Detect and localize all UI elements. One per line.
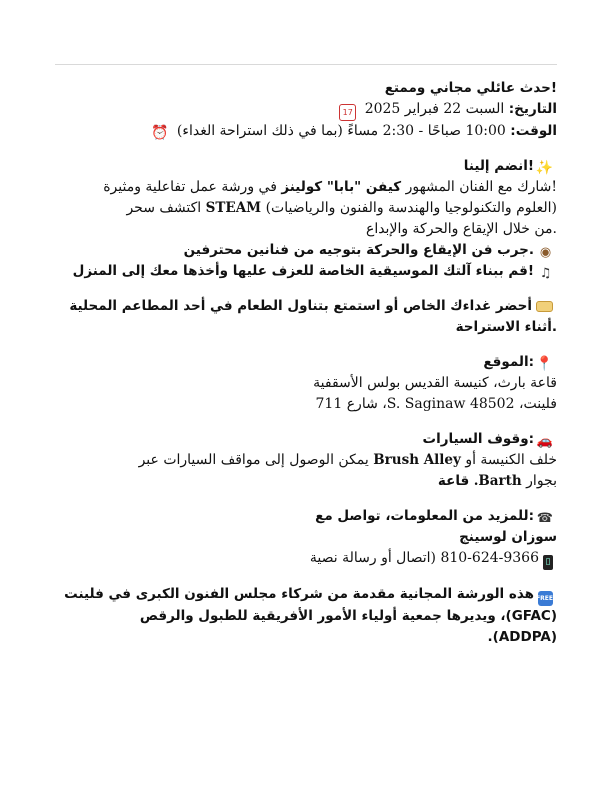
join-heading: !انضم إلينا [463, 158, 534, 174]
brush-alley: Brush Alley [373, 452, 461, 468]
date-line [55, 99, 557, 121]
car-icon: 🚗 [536, 434, 553, 449]
invite-line-5 [55, 261, 557, 282]
lunch-text-1: أحضر غداءك الخاص أو استمتع بتناول الطعام في أحد المطاعم المحلية [69, 298, 532, 314]
contact-phone: 810-624-9366 [440, 550, 539, 566]
contact-name: سوزان لوسينج [459, 529, 557, 545]
hall-word: قاعة [437, 473, 470, 489]
sparkles-icon: ✨ [535, 160, 553, 176]
sponsor-text-1: هذه الورشة المجانية مقدمة من شركاء مجلس الفنون الكبرى في فلينت [64, 586, 534, 602]
contact-heading-line [55, 506, 557, 527]
free-badge-icon: FREE [538, 591, 553, 606]
invite-line-2-start: (العلوم والتكنولوجيا والهندسة والفنون والرياضيات) [261, 200, 557, 216]
instrument-text: !قم ببناء آلتك الموسيقية الخاصة للعزف عليها وأخذها معك إلى المنزل [72, 263, 534, 279]
alarm-clock-icon: ⏰ [151, 125, 169, 141]
time-line [55, 121, 557, 142]
phone-icon: ☎ [536, 511, 553, 526]
date-value: السبت 22 فبراير 2025 [364, 101, 509, 117]
invite-line-1 [55, 177, 557, 198]
parking-line-1-end: يمكن الوصول إلى مواقف السيارات عبر [138, 452, 374, 468]
sandwich-icon [536, 301, 553, 312]
time-value: 10:00 صباحًا - 2:30 مساءً (بما في ذلك استراحة الغداء) [176, 123, 511, 139]
sponsor-text-3: (ADDPA). [487, 629, 557, 645]
sponsor-text-2: (GFAC)، ويديرها جمعية أولياء الأمور الأفريقية للطبول والرقص [139, 608, 557, 624]
location-address: فلينت، 48502 S. Saginaw، شارع 711 [315, 396, 557, 412]
invitation-block [55, 156, 557, 282]
invite-line-1-end: في ورشة عمل تفاعلية ومثيرة [103, 179, 282, 195]
parking-heading-line [55, 429, 557, 450]
barth-name: Barth. [473, 473, 522, 489]
date-label: التاريخ: [508, 101, 557, 117]
top-divider [55, 64, 557, 65]
invite-line-2-end: اكتشف سحر [126, 200, 206, 216]
contact-phone-note: (اتصال أو رسالة نصية [309, 550, 436, 566]
parking-line-1-start: خلف الكنيسة أو [460, 452, 557, 468]
lunch-line-1 [55, 296, 557, 317]
drum-icon: ◉ [539, 245, 552, 260]
sponsor-line-1 [55, 584, 557, 606]
contact-phone-line [55, 548, 557, 570]
location-pin-icon: 📍 [535, 356, 553, 372]
join-heading-line [55, 156, 557, 177]
contact-heading: :للمزيد من المعلومات، تواصل مع [315, 508, 534, 524]
invite-line-2 [55, 198, 557, 219]
invite-line-1-start: !شارك مع الفنان المشهور [401, 179, 557, 195]
location-heading: :الموقع [483, 354, 534, 370]
parking-line-1 [55, 450, 557, 471]
music-notes-icon: ♫ [539, 266, 552, 281]
calendar-icon: 17 [339, 104, 356, 121]
steam-term: STEAM [205, 200, 262, 216]
event-headline: !حدث عائلي مجاني وممتع [384, 80, 557, 96]
mobile-phone-icon: ▯ [543, 555, 553, 570]
parking-line-2 [55, 471, 557, 492]
location-heading-line [55, 352, 557, 373]
invite-line-4 [55, 240, 557, 261]
lunch-text-2: .أثناء الاستراحة [455, 319, 557, 335]
flyer-document [55, 78, 557, 662]
invite-line-3: .من خلال الإيقاع والحركة والإبداع [365, 221, 557, 237]
parking-block [55, 429, 557, 492]
event-summary [55, 78, 557, 142]
artist-name: كيفن "بابا" كولينز [281, 179, 402, 195]
location-block [55, 352, 557, 415]
contact-block [55, 506, 557, 570]
time-label: الوقت: [510, 123, 557, 139]
location-venue: قاعة بارث، كنيسة القديس بولس الأسقفية [313, 375, 557, 391]
parking-heading: :وقوف السيارات [422, 431, 534, 447]
lunch-block [55, 296, 557, 338]
sponsor-block [55, 584, 557, 648]
rhythm-text: .جرب فن الإيقاع والحركة بتوجيه من فنانين محترفين [183, 242, 534, 258]
parking-near-word: بجوار [521, 473, 557, 489]
